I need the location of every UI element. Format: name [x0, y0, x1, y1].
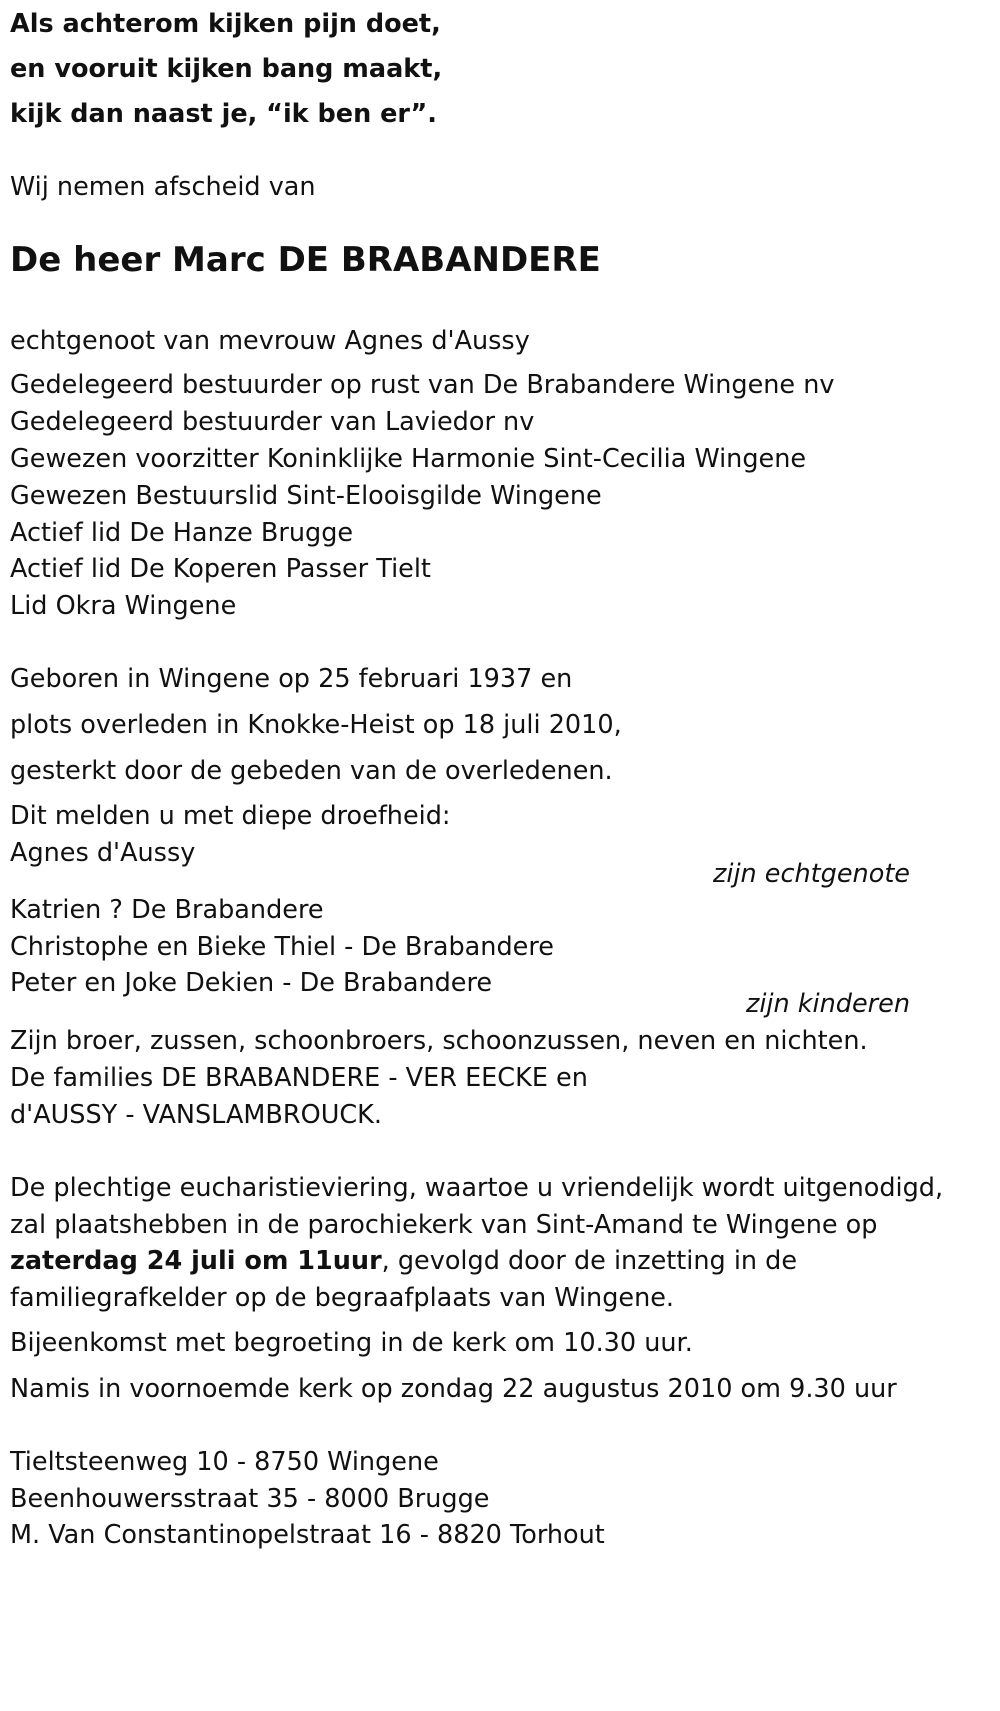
- children-relation: zijn kinderen: [745, 989, 910, 1019]
- ceremony-line: [10, 1245, 797, 1277]
- death-notice: [10, 0, 944, 1711]
- role-line: Gewezen Bestuurslid Sint-Elooisgilde Wingene: [10, 481, 602, 511]
- role-line: Actief lid De Hanze Brugge: [10, 518, 354, 548]
- role-line: Gedelegeerd bestuurder op rust van De Brabandere Wingene nv: [10, 370, 835, 400]
- poem-line: Als achterom kijken pijn doet,: [10, 9, 441, 39]
- birth-death-line: Geboren in Wingene op 25 februari 1937 en: [10, 664, 573, 694]
- role-line: Actief lid De Koperen Passer Tielt: [10, 554, 431, 584]
- address-line: M. Van Constantinopelstraat 16 - 8820 Torhout: [10, 1520, 605, 1550]
- role-line: Gedelegeerd bestuurder van Laviedor nv: [10, 407, 535, 437]
- child-line: Christophe en Bieke Thiel - De Brabandere: [10, 932, 554, 962]
- ceremony-line-rest: , gevolgd door de inzetting in de: [381, 1246, 798, 1276]
- ceremony-date: zaterdag 24 juli om 11uur: [10, 1246, 382, 1276]
- family-line: d'AUSSY - VANSLAMBROUCK.: [10, 1100, 383, 1130]
- poem-line: en vooruit kijken bang maakt,: [10, 54, 443, 84]
- intro-text: Wij nemen afscheid van: [10, 172, 316, 202]
- widow-name: Agnes d'Aussy: [10, 838, 196, 868]
- role-line: Gewezen voorzitter Koninklijke Harmonie Sint-Cecilia Wingene: [10, 444, 807, 474]
- poem-line: kijk dan naast je, “ik ben er”.: [10, 99, 437, 129]
- mass-text: Namis in voornoemde kerk op zondag 22 augustus 2010 om 9.30 uur: [10, 1374, 897, 1404]
- family-line: De families DE BRABANDERE - VER EECKE en: [10, 1063, 588, 1093]
- announcement-text: Dit melden u met diepe droefheid:: [10, 801, 451, 831]
- ceremony-line: zal plaatshebben in de parochiekerk van Sint-Amand te Wingene op: [10, 1210, 878, 1240]
- gathering-text: Bijeenkomst met begroeting in de kerk om 10.30 uur.: [10, 1328, 693, 1358]
- birth-death-line: plots overleden in Knokke-Heist op 18 juli 2010,: [10, 710, 622, 740]
- role-line: Lid Okra Wingene: [10, 591, 237, 621]
- birth-death-line: gesterkt door de gebeden van de overledenen.: [10, 756, 613, 786]
- address-line: Tieltsteenweg 10 - 8750 Wingene: [10, 1447, 439, 1477]
- ceremony-line: familiegrafkelder op de begraafplaats van Wingene.: [10, 1283, 675, 1313]
- child-line: Katrien ? De Brabandere: [10, 895, 324, 925]
- ceremony-line: De plechtige eucharistieviering, waartoe u vriendelijk wordt uitgenodigd,: [10, 1173, 944, 1203]
- deceased-name: De heer Marc DE BRABANDERE: [10, 240, 601, 280]
- child-line: Peter en Joke Dekien - De Brabandere: [10, 968, 493, 998]
- widow-relation: zijn echtgenote: [712, 859, 910, 889]
- address-line: Beenhouwersstraat 35 - 8000 Brugge: [10, 1484, 490, 1514]
- family-line: Zijn broer, zussen, schoonbroers, schoonzussen, neven en nichten.: [10, 1026, 868, 1056]
- spouse-line: echtgenoot van mevrouw Agnes d'Aussy: [10, 326, 530, 356]
